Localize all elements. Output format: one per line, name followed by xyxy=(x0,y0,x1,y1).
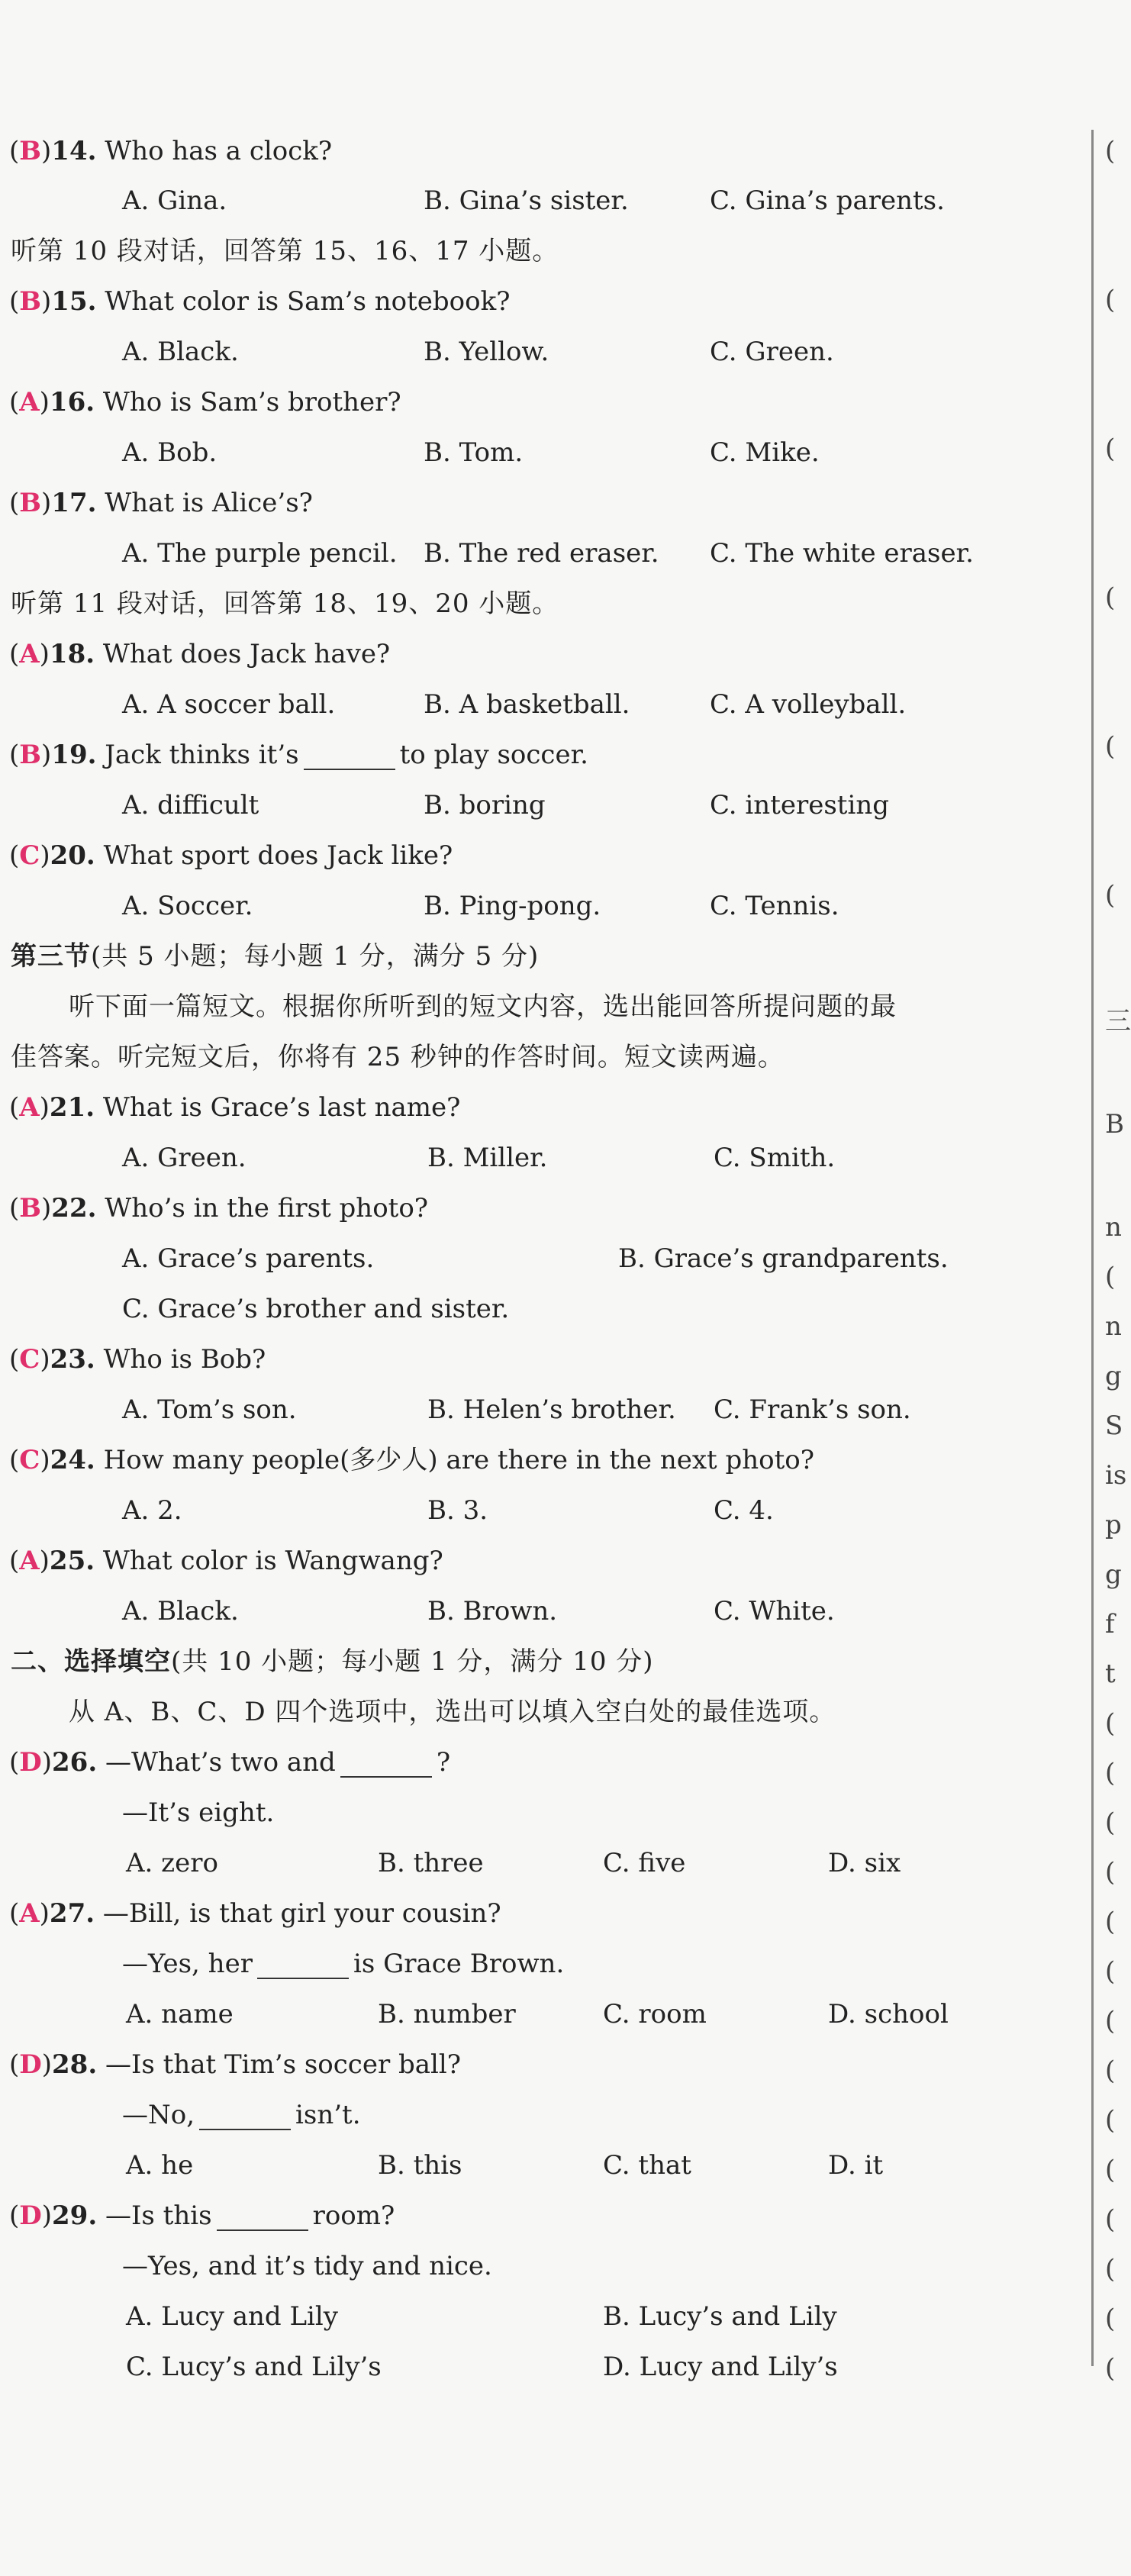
next-column-fragment: ( xyxy=(1105,1956,1116,1987)
question-text: What is Grace’s last name? xyxy=(102,1092,461,1123)
answer-option: C. room xyxy=(603,1999,707,2030)
question-number: 14. xyxy=(51,136,97,166)
section-heading xyxy=(11,1636,654,1687)
options-row xyxy=(0,176,1084,226)
question-row: (C)24. How many people(多少人) are there in the next photo? xyxy=(9,1445,815,1475)
question-row: (A)18. What does Jack have? xyxy=(9,639,391,669)
answer-option: B. number xyxy=(378,1999,516,2030)
next-column-fragment: g xyxy=(1105,1559,1122,1590)
answer-option: B. Tom. xyxy=(424,437,524,468)
options-row xyxy=(0,2342,1084,2392)
question-number: 17. xyxy=(51,488,97,518)
answer-option: C. The white eraser. xyxy=(710,538,974,569)
next-column-fragment: ( xyxy=(1105,1708,1116,1739)
answer-option: A. Bob. xyxy=(122,437,218,468)
answer-option: A. zero xyxy=(126,1848,218,1878)
dialogue-text: —Yes, her xyxy=(122,1949,253,1979)
next-column-fragment: ( xyxy=(1105,2155,1116,2185)
question-text: Jack thinks it’s xyxy=(105,740,299,770)
answer-option: D. Lucy and Lily’s xyxy=(603,2352,838,2382)
answer-option: A. Black. xyxy=(122,337,239,367)
question-number: 29. xyxy=(52,2200,98,2231)
answer-option: A. A soccer ball. xyxy=(122,689,336,720)
instruction-text: 听下面一篇短文。根据你所听到的短文内容，选出能回答所提问题的最 xyxy=(69,991,897,1022)
answer-mark: A xyxy=(19,1546,40,1576)
next-column-fragment: ( xyxy=(1105,2006,1116,2036)
question-text-tail: room? xyxy=(312,2200,395,2231)
answer-option: C. A volleyball. xyxy=(710,689,907,720)
answer-option: A. difficult xyxy=(122,790,259,821)
answer-option: A. Green. xyxy=(122,1143,246,1173)
question-row: (D)29. —Is this room? xyxy=(9,2200,395,2231)
answer-option: B. Yellow. xyxy=(424,337,549,367)
options-row xyxy=(0,1284,1084,1334)
question-text: Who’s in the first photo? xyxy=(105,1193,429,1224)
answer-mark: B xyxy=(19,286,42,317)
instruction-text: 听第 11 段对话，回答第 18、19、20 小题。 xyxy=(11,588,559,619)
answer-option: B. Brown. xyxy=(427,1596,558,1627)
question-text-tail: ? xyxy=(436,1747,451,1778)
answer-option: A. Lucy and Lily xyxy=(126,2301,338,2332)
question-text: Who is Bob? xyxy=(103,1344,266,1375)
next-column-fragment: ( xyxy=(1105,1807,1116,1838)
question-row: (B)14. Who has a clock? xyxy=(9,136,333,166)
answer-option: A. Black. xyxy=(122,1596,239,1627)
answer-mark: B xyxy=(19,488,42,518)
question-text: What does Jack have? xyxy=(102,639,391,669)
question-number: 21. xyxy=(49,1092,95,1123)
question-number: 27. xyxy=(49,1898,95,1929)
options-row xyxy=(0,1788,1084,1838)
answer-mark: C xyxy=(19,1445,40,1475)
options-row xyxy=(0,1133,1084,1183)
next-column-fragment: ( xyxy=(1105,2254,1116,2284)
answer-option: B. 3. xyxy=(427,1495,488,1526)
instruction-text: 听第 10 段对话，回答第 15、16、17 小题。 xyxy=(11,236,559,266)
next-column-fragment: n xyxy=(1105,1311,1122,1342)
answer-option: A. The purple pencil. xyxy=(122,538,398,569)
answer-mark: B xyxy=(19,1193,42,1224)
answer-mark: A xyxy=(19,1898,40,1929)
question-row: (D)26. —What’s two and ? xyxy=(9,1747,451,1778)
question-row: (D)28. —Is that Tim’s soccer ball? xyxy=(9,2049,462,2080)
blank-line xyxy=(217,2204,308,2231)
question-text: What color is Wangwang? xyxy=(102,1546,443,1576)
dialogue-text: —No, xyxy=(122,2100,195,2130)
dialogue-text-tail: is Grace Brown. xyxy=(353,1949,565,1979)
answer-option: B. Grace’s grandparents. xyxy=(618,1243,949,1274)
options-row xyxy=(0,528,1084,579)
answer-mark: C xyxy=(19,1344,40,1375)
answer-option: B. this xyxy=(378,2150,462,2181)
question-row: (B)19. Jack thinks it’s to play soccer. xyxy=(9,740,588,770)
next-column-fragment: B xyxy=(1105,1109,1124,1140)
question-text: Who is Sam’s brother? xyxy=(102,387,401,418)
options-row xyxy=(0,780,1084,830)
section-note: (共 5 小题；每小题 1 分，满分 5 分) xyxy=(91,941,540,972)
answer-option: C. interesting xyxy=(710,790,889,821)
answer-option: A. name xyxy=(126,1999,234,2030)
answer-option: D. six xyxy=(828,1848,901,1878)
next-column-fragment: ( xyxy=(1105,2304,1116,2334)
answer-mark: D xyxy=(19,2049,42,2080)
answer-option: C. White. xyxy=(714,1596,835,1627)
question-number: 20. xyxy=(50,840,95,871)
options-row xyxy=(0,1233,1084,1284)
next-column-fragment: ( xyxy=(1105,285,1116,315)
question-number: 18. xyxy=(49,639,95,669)
next-column-fragment: ( xyxy=(1105,1907,1116,1937)
answer-option: C. Grace’s brother and sister. xyxy=(122,1294,510,1324)
next-column-fragment: t xyxy=(1105,1659,1116,1689)
next-column-fragment: S xyxy=(1105,1411,1123,1441)
answer-option: B. Helen’s brother. xyxy=(427,1394,676,1425)
answer-option: B. boring xyxy=(424,790,546,821)
answer-option: B. Ping-pong. xyxy=(424,891,601,921)
question-number: 19. xyxy=(51,740,97,770)
answer-option: C. that xyxy=(603,2150,691,2181)
section-heading xyxy=(11,931,539,982)
next-column-fragment: g xyxy=(1105,1361,1122,1391)
next-column-fragment: ( xyxy=(1105,1857,1116,1888)
question-number: 16. xyxy=(49,387,95,418)
options-row xyxy=(0,1586,1084,1636)
instruction-text: 从 A、B、C、D 四个选项中，选出可以填入空白处的最佳选项。 xyxy=(69,1697,836,1727)
question-text: What sport does Jack like? xyxy=(103,840,453,871)
answer-option: D. school xyxy=(828,1999,949,2030)
question-text: —What’s two and xyxy=(105,1747,336,1778)
answer-option: A. 2. xyxy=(122,1495,182,1526)
answer-option: C. Frank’s son. xyxy=(714,1394,911,1425)
next-column-fragment: f xyxy=(1105,1609,1115,1639)
next-column-fragment: ( xyxy=(1105,136,1116,166)
blank-line xyxy=(340,1750,432,1778)
options-row xyxy=(0,2241,1084,2291)
question-text: —Is that Tim’s soccer ball? xyxy=(105,2049,462,2080)
question-text: What is Alice’s? xyxy=(105,488,313,518)
answer-mark: B xyxy=(19,740,42,770)
options-row xyxy=(0,327,1084,377)
blank-line xyxy=(199,2103,291,2130)
question-text: How many people(多少人) are there in the next photo? xyxy=(103,1445,815,1475)
question-row: (A)25. What color is Wangwang? xyxy=(9,1546,443,1576)
answer-option: A. Soccer. xyxy=(122,891,253,921)
answer-option: C. Green. xyxy=(710,337,834,367)
question-row: (A)21. What is Grace’s last name? xyxy=(9,1092,461,1123)
column-divider xyxy=(1091,130,1094,2366)
instruction-text: 佳答案。听完短文后，你将有 25 秒钟的作答时间。短文读两遍。 xyxy=(11,1042,785,1072)
next-column-fragment: ( xyxy=(1105,1758,1116,1788)
answer-option: C. 4. xyxy=(714,1495,774,1526)
answer-option: B. three xyxy=(378,1848,484,1878)
answer-option: C. Smith. xyxy=(714,1143,836,1173)
next-column-fragment: 三 xyxy=(1105,1006,1131,1037)
question-number: 25. xyxy=(49,1546,95,1576)
next-column-fragment: ( xyxy=(1105,2105,1116,2136)
next-column-fragment: ( xyxy=(1105,582,1116,613)
answer-option: C. five xyxy=(603,1848,686,1878)
next-column-fragment: ( xyxy=(1105,1262,1116,1292)
answer-mark: D xyxy=(19,1747,42,1778)
next-column-fragment: ( xyxy=(1105,2353,1116,2384)
answer-mark: A xyxy=(19,1092,40,1123)
answer-option: A. Gina. xyxy=(122,185,227,216)
next-column-fragment: p xyxy=(1105,1510,1122,1540)
answer-mark: B xyxy=(19,136,42,166)
question-text-tail: to play soccer. xyxy=(399,740,588,770)
question-row: (B)17. What is Alice’s? xyxy=(9,488,313,518)
question-row: (B)22. Who’s in the first photo? xyxy=(9,1193,429,1224)
answer-option: C. Tennis. xyxy=(710,891,839,921)
section-title: 第三节 xyxy=(11,941,91,972)
answer-option: B. The red eraser. xyxy=(424,538,659,569)
next-column-fragment: ( xyxy=(1105,434,1116,464)
section-note: (共 10 小题；每小题 1 分，满分 10 分) xyxy=(171,1646,654,1677)
question-number: 15. xyxy=(51,286,97,317)
next-column-fragment: is xyxy=(1105,1460,1127,1491)
answer-option: B. Gina’s sister. xyxy=(424,185,629,216)
next-column-fragment: n xyxy=(1105,1212,1122,1243)
answer-option: D. it xyxy=(828,2150,884,2181)
question-number: 22. xyxy=(51,1193,97,1224)
dialogue-text-tail: isn’t. xyxy=(295,2100,361,2130)
blank-line xyxy=(257,1952,349,1979)
question-row: (C)23. Who is Bob? xyxy=(9,1344,266,1375)
blank-line xyxy=(304,743,395,770)
answer-option: —It’s eight. xyxy=(122,1797,275,1828)
question-text: —Is this xyxy=(105,2200,212,2231)
options-row xyxy=(0,2140,1084,2191)
answer-option: B. Lucy’s and Lily xyxy=(603,2301,837,2332)
answer-option: C. Gina’s parents. xyxy=(710,185,945,216)
answer-option: A. he xyxy=(126,2150,194,2181)
answer-mark: A xyxy=(19,639,40,669)
question-row: (C)20. What sport does Jack like? xyxy=(9,840,453,871)
options-row xyxy=(0,881,1084,931)
options-row xyxy=(0,1385,1084,1435)
question-number: 28. xyxy=(52,2049,98,2080)
answer-option: B. Miller. xyxy=(427,1143,548,1173)
options-row xyxy=(0,1989,1084,2039)
question-number: 24. xyxy=(50,1445,95,1475)
question-text: Who has a clock? xyxy=(105,136,333,166)
question-row: (A)16. Who is Sam’s brother? xyxy=(9,387,401,418)
line-qb2 xyxy=(122,1939,564,1989)
answer-option: A. Tom’s son. xyxy=(122,1394,297,1425)
question-text: What color is Sam’s notebook? xyxy=(105,286,511,317)
options-row xyxy=(0,2291,1084,2342)
answer-option: C. Mike. xyxy=(710,437,820,468)
next-column-fragment: ( xyxy=(1105,731,1116,762)
options-row xyxy=(0,1485,1084,1536)
answer-mark: C xyxy=(19,840,40,871)
answer-mark: A xyxy=(19,387,40,418)
question-number: 26. xyxy=(52,1747,98,1778)
question-number: 23. xyxy=(50,1344,95,1375)
options-row xyxy=(0,679,1084,730)
line-qb2 xyxy=(122,2090,361,2140)
answer-option: —Yes, and it’s tidy and nice. xyxy=(122,2251,492,2281)
answer-option: A. Grace’s parents. xyxy=(122,1243,375,1274)
next-column-fragment: ( xyxy=(1105,2055,1116,2086)
next-column-fragment: ( xyxy=(1105,2204,1116,2235)
answer-mark: D xyxy=(19,2200,42,2231)
answer-option: C. Lucy’s and Lily’s xyxy=(126,2352,382,2382)
question-row: (A)27. —Bill, is that girl your cousin? xyxy=(9,1898,501,1929)
next-column-fragment: ( xyxy=(1105,880,1116,911)
question-text: —Bill, is that girl your cousin? xyxy=(102,1898,501,1929)
section-title: 二、选择填空 xyxy=(11,1646,171,1677)
question-row: (B)15. What color is Sam’s notebook? xyxy=(9,286,511,317)
options-row xyxy=(0,427,1084,478)
answer-option: B. A basketball. xyxy=(424,689,630,720)
options-row xyxy=(0,1838,1084,1888)
